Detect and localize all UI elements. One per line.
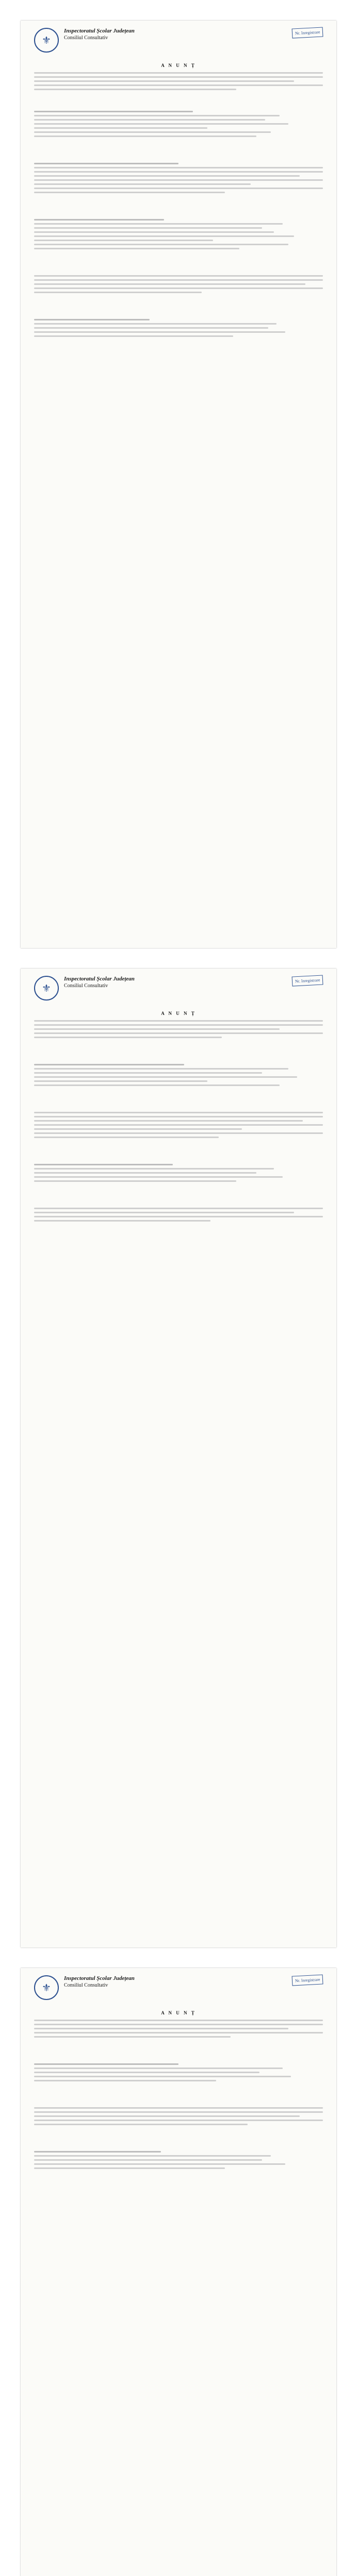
document-title: A N U N Ț <box>161 2010 196 2015</box>
text-block <box>34 2107 323 2125</box>
registration-stamp: Nr. înregistrare <box>291 27 323 38</box>
text-block <box>34 111 323 137</box>
text-block <box>34 1164 323 1182</box>
text-block <box>34 1208 323 1222</box>
institution-subtitle: Consiliul Consultativ <box>64 1982 108 1988</box>
text-block <box>34 1020 323 1038</box>
institution-subtitle: Consiliul Consultativ <box>64 35 108 41</box>
text-block <box>34 275 323 293</box>
text-block <box>34 1064 323 1086</box>
registration-stamp: Nr. înregistrare <box>291 975 323 986</box>
text-block <box>34 319 323 337</box>
seal-icon: ⚜ <box>34 1975 59 2000</box>
document-title: A N U N Ț <box>161 63 196 68</box>
text-block <box>34 163 323 193</box>
text-block <box>34 72 323 90</box>
institution-name: Inspectoratul Școlar Județean <box>64 976 135 982</box>
institution-subtitle: Consiliul Consultativ <box>64 983 108 989</box>
institution-name: Inspectoratul Școlar Județean <box>64 28 135 34</box>
text-block <box>34 2020 323 2038</box>
registration-stamp: Nr. înregistrare <box>291 1974 323 1986</box>
text-block <box>34 2151 323 2169</box>
institution-name: Inspectoratul Școlar Județean <box>64 1975 135 1981</box>
page-header <box>34 1975 323 2006</box>
text-block <box>34 219 323 249</box>
seal-icon: ⚜ <box>34 976 59 1001</box>
seal-icon: ⚜ <box>34 28 59 53</box>
text-block <box>34 1112 323 1138</box>
document-title: A N U N Ț <box>161 1011 196 1016</box>
text-block <box>34 2063 323 2081</box>
page-header <box>34 976 323 1007</box>
document-page-2 <box>21 969 336 1947</box>
page-header <box>34 28 323 59</box>
document-page-3 <box>21 1968 336 2576</box>
document-page-1 <box>21 21 336 948</box>
